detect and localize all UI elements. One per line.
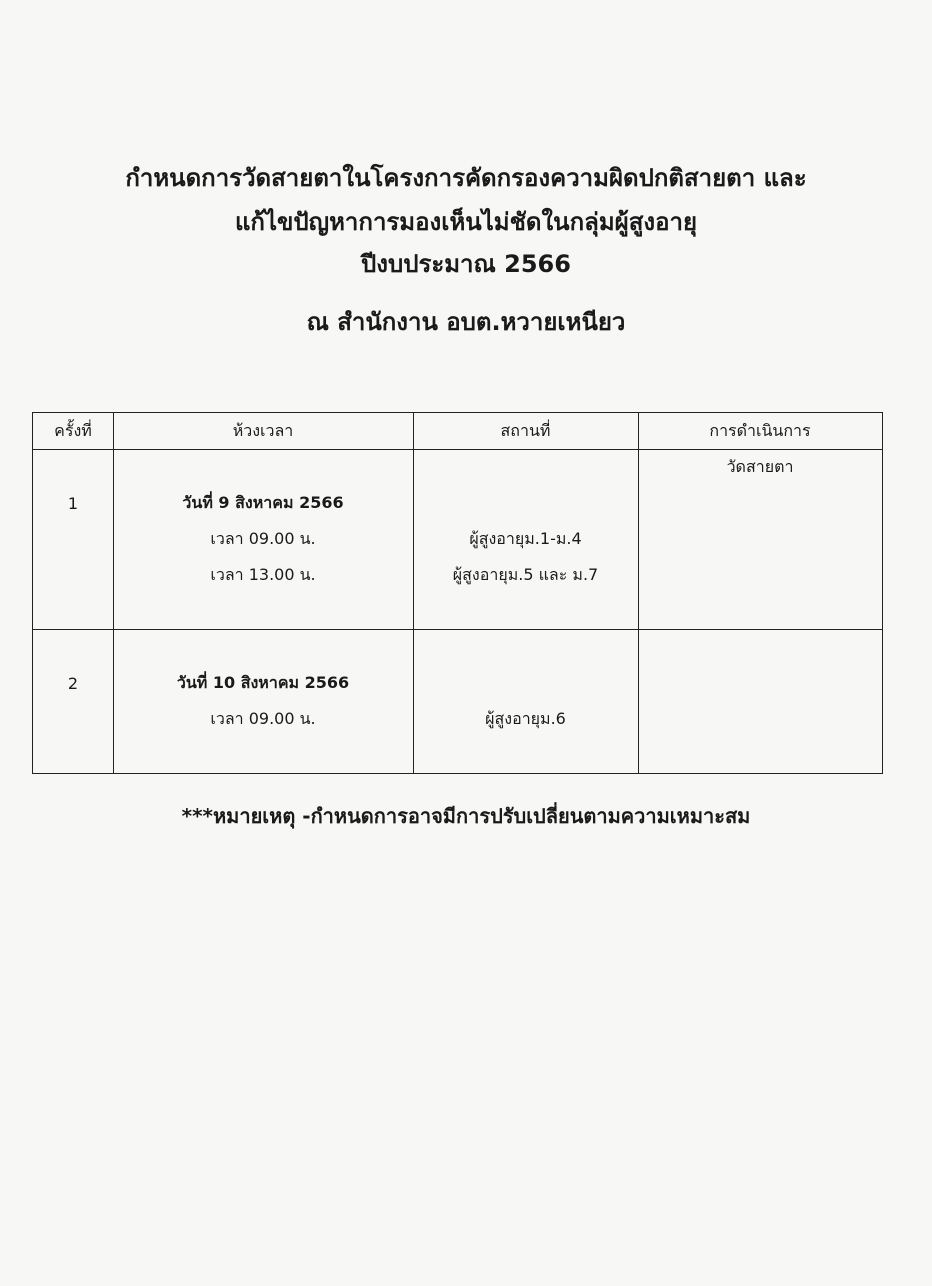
table-header-cell: ครั้งที่ xyxy=(54,421,92,440)
table-divider xyxy=(33,629,882,630)
table-header-cell: การดำเนินการ xyxy=(709,421,811,440)
footnote: ***หมายเหตุ -กำหนดการอาจมีการปรับเปลี่ยนตามความเหมาะสม xyxy=(181,804,751,828)
title-line-2: แก้ไขปัญหาการมองเห็นไม่ชัดในกลุ่มผู้สูงอายุ xyxy=(234,208,698,236)
title-line-1: กำหนดการวัดสายตาในโครงการคัดกรองความผิดปกติสายตา และ xyxy=(125,164,807,192)
row-number: 1 xyxy=(67,494,79,513)
title-location: ณ สำนักงาน อบต.หวายเหนียว xyxy=(306,308,626,336)
table-header-cell: ห้วงเวลา xyxy=(232,421,294,440)
schedule-table xyxy=(32,412,883,774)
row-date: วันที่ 10 สิงหาคม 2566 xyxy=(176,673,350,692)
row-time: เวลา 09.00 น. xyxy=(210,709,316,728)
title-line-3: ปีงบประมาณ 2566 xyxy=(361,250,571,278)
row-time: เวลา 13.00 น. xyxy=(210,565,316,584)
row-place: ผู้สูงอายุม.1-ม.4 xyxy=(469,529,582,548)
row-date: วันที่ 9 สิงหาคม 2566 xyxy=(182,493,344,512)
row-time: เวลา 09.00 น. xyxy=(210,529,316,548)
row-action: วัดสายตา xyxy=(726,457,794,476)
row-place: ผู้สูงอายุม.6 xyxy=(485,709,566,728)
table-divider xyxy=(33,449,882,450)
row-place: ผู้สูงอายุม.5 และ ม.7 xyxy=(452,565,599,584)
row-number: 2 xyxy=(67,674,79,693)
table-header-cell: สถานที่ xyxy=(500,421,551,440)
